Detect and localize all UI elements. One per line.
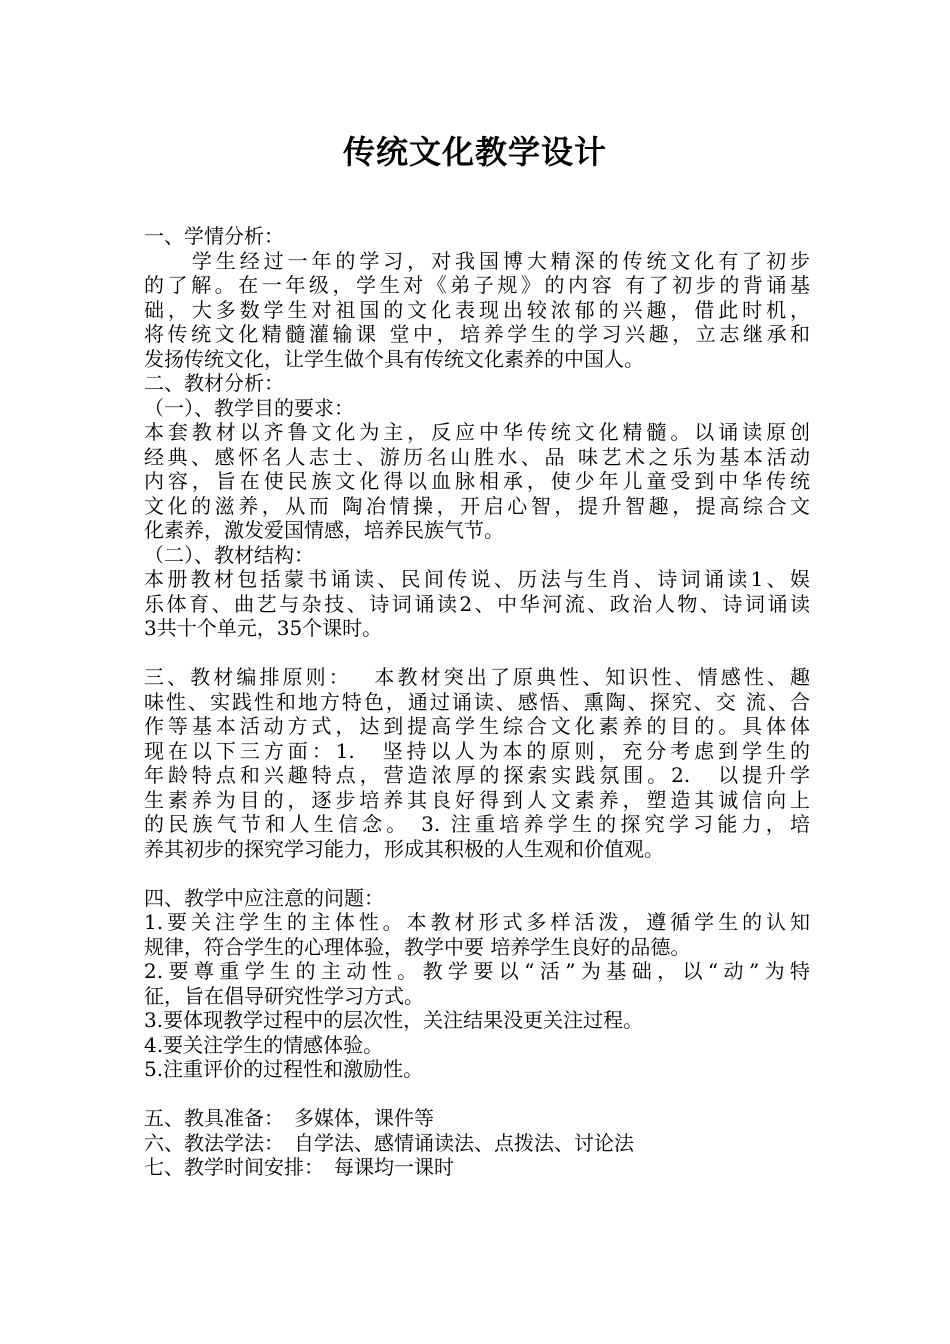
paragraph-line: 文化的滋养，从而 陶冶情操，开启心智，提升智趣，提高综合文	[144, 493, 810, 518]
paragraph-line: 的民族气节和人生信念。 3. 注重培养学生的探究学习能力，培	[144, 812, 810, 836]
document-title: 传统文化教学设计	[342, 133, 607, 171]
subheading-textbook-structure: （二）、教材结构：	[144, 542, 314, 567]
list-item-continuation: 征，旨在倡导研究性学习方式。	[144, 983, 424, 1008]
paragraph-line: 本套教材以齐鲁文化为主，反应中华传统文化精髓。以诵读原创	[144, 420, 810, 444]
blank-line	[144, 1082, 810, 1107]
heading-teaching-schedule: 七、教学时间安排： 每课均一课时	[144, 1155, 454, 1179]
list-item: 2.要尊重学生的主动性。教学要以“活”为基础，以“动”为特	[144, 959, 810, 983]
paragraph-line: 现在以下三方面：1. 坚持以人为本的原则，充分考虑到学生的	[144, 738, 810, 763]
heading-teaching-notes: 四、教学中应注意的问题：	[144, 885, 384, 910]
paragraph-line: 学生经过一年的学习，对我国博大精深的传统文化有了初步	[144, 248, 810, 273]
paragraph-line: 发扬传统文化，让学生做个具有传统文化素养的中国人。	[144, 346, 644, 371]
paragraph-line: 作等基本活动方式，达到提高学生综合文化素养的目的。具体体	[144, 714, 810, 738]
subheading-teaching-goals: （一）、教学目的要求：	[144, 395, 354, 420]
paragraph-line: 生素养为目的，逐步培养其良好得到人文素养，塑造其诚信向上	[144, 787, 810, 812]
paragraph-line: 础，大多数学生对祖国的文化表现出较浓郁的兴趣，借此时机，	[144, 297, 810, 322]
list-item: 4.要关注学生的情感体验。	[144, 1032, 384, 1057]
heading-textbook-analysis: 二、教材分析：	[144, 371, 284, 395]
paragraph-line: 将传统文化精髓灌输课 堂中，培养学生的学习兴趣，立志继承和	[144, 322, 810, 346]
list-item: 3.要体现教学过程中的层次性，关注结果没更关注过程。	[144, 1008, 644, 1032]
list-item-continuation: 规律，符合学生的心理体验，教学中要 培养学生良好的品德。	[144, 934, 691, 959]
document-body	[144, 224, 810, 1180]
paragraph-line: 内容，旨在使民族文化得以血脉相承，使少年儿童受到中华传统	[144, 469, 810, 493]
paragraph-line: 3共十个单元，35个课时。	[144, 616, 383, 640]
paragraph-line: 化素养，激发爱国情感，培养民族气节。	[144, 518, 504, 542]
blank-line	[144, 641, 810, 666]
heading-learning-analysis: 一、学情分析：	[144, 224, 284, 248]
list-item: 5.注重评价的过程性和激励性。	[144, 1057, 424, 1081]
heading-compilation-principles: 三、教材编排原则： 本教材突出了原典性、知识性、情感性、趣	[144, 665, 810, 689]
paragraph-line: 味性、实践性和地方特色，通过诵读、感悟、熏陶、探究、交 流、合	[144, 689, 810, 714]
heading-teaching-aids: 五、教具准备： 多媒体，课件等	[144, 1106, 434, 1130]
paragraph-line: 本册教材包括蒙书诵读、民间传说、历法与生肖、诗词诵读1、娱	[144, 567, 810, 591]
paragraph-line: 年龄特点和兴趣特点，营造浓厚的探索实践氛围。2. 以提升学	[144, 763, 810, 787]
list-item: 1.要关注学生的主体性。本教材形式多样活泼，遵循学生的认知	[144, 910, 810, 934]
paragraph-line: 养其初步的探究学习能力，形成其积极的人生观和价值观。	[144, 836, 664, 861]
paragraph-line: 乐体育、曲艺与杂技、诗词诵读2、中华河流、政治人物、诗词诵读	[144, 591, 810, 616]
paragraph-line: 的了解。在一年级，学生对《弟子规》的内容 有了初步的背诵基	[144, 273, 810, 297]
blank-line	[144, 861, 810, 886]
heading-teaching-methods: 六、教法学法： 自学法、感情诵读法、点拨法、讨论法	[144, 1130, 634, 1155]
paragraph-line: 经典、感怀名人志士、游历名山胜水、品 味艺术之乐为基本活动	[144, 444, 810, 469]
